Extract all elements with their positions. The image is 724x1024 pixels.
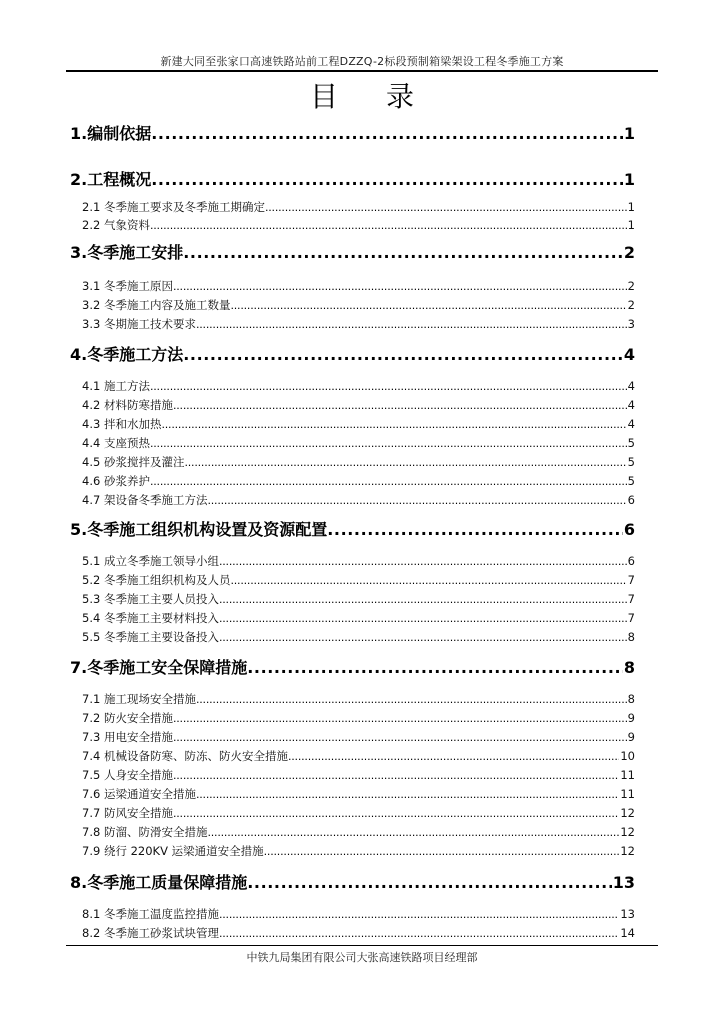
toc-page-number: 1 (623, 124, 635, 143)
toc-entry-section[interactable] (82, 553, 635, 570)
toc-entry-text: 8.2 冬季施工砂浆试块管理 (82, 926, 219, 940)
toc-leader-dots (265, 199, 627, 216)
toc-leader-dots (173, 729, 627, 746)
toc-entry-text: 5.3 冬季施工主要人员投入 (82, 592, 219, 606)
page-footer: 中铁九局集团有限公司大张高速铁路项目经理部 (246, 951, 478, 964)
toc-entry-text: 5.2 冬季施工组织机构及人员 (82, 573, 231, 587)
toc-leader-dots (173, 767, 619, 784)
toc-leader-dots (196, 691, 627, 708)
toc-page-number: 2 (627, 298, 635, 312)
toc-entry-section[interactable] (82, 416, 635, 433)
toc-page-number: 12 (620, 806, 635, 820)
toc-leader-dots (173, 805, 619, 822)
toc-leader-dots (219, 553, 627, 570)
toc-leader-dots (150, 435, 627, 452)
toc-page-number: 5 (627, 436, 635, 450)
toc-leader-dots (207, 492, 626, 509)
toc-page-number: 3 (627, 317, 635, 331)
toc-page-number: 5 (627, 455, 635, 469)
toc-entry-section[interactable] (82, 925, 635, 942)
toc-entry-text: 7.9 绕行 220KV 运梁通道安全措施 (82, 844, 264, 858)
toc-entry-section[interactable] (82, 492, 635, 509)
toc-page-number: 13 (612, 873, 635, 892)
toc-entry-text: 2.工程概况 (70, 170, 152, 189)
toc-page-number: 4 (627, 379, 635, 393)
toc-leader-dots (247, 656, 623, 680)
toc-entry-section[interactable] (82, 805, 635, 822)
toc-entry-text: 8.冬季施工质量保障措施 (70, 873, 248, 892)
toc-leader-dots (150, 473, 627, 490)
toc-entry-section[interactable] (82, 610, 635, 627)
toc-page-number: 11 (620, 787, 635, 801)
toc-entry-section[interactable] (82, 435, 635, 452)
toc-entry-section[interactable] (82, 378, 635, 395)
toc-page-number: 1 (627, 218, 635, 232)
toc-entry-section[interactable] (82, 316, 635, 333)
toc-entry-text: 4.3 拌和水加热 (82, 417, 162, 431)
toc-page-number: 12 (620, 825, 635, 839)
toc-page-number: 5 (627, 474, 635, 488)
toc-leader-dots (150, 378, 627, 395)
toc-page-number: 1 (627, 200, 635, 214)
toc-leader-dots (219, 925, 619, 942)
toc-entry-text: 4.6 砂浆养护 (82, 474, 150, 488)
toc-leader-dots (173, 397, 627, 414)
toc-leader-dots (219, 906, 619, 923)
toc-title (0, 80, 724, 114)
toc-leader-dots (183, 241, 623, 265)
toc-title-char-1: 目 (309, 80, 338, 113)
toc-entry-text: 1.编制依据 (70, 124, 152, 143)
toc-entry-text: 7.7 防风安全措施 (82, 806, 173, 820)
toc-entry-section[interactable] (82, 572, 635, 589)
toc-entry-text: 4.7 架设备冬季施工方法 (82, 493, 208, 507)
toc-entry-text: 7.3 用电安全措施 (82, 730, 173, 744)
toc-page-number: 6 (627, 554, 635, 568)
toc-page-number: 8 (627, 630, 635, 644)
toc-entry-chapter[interactable] (70, 122, 635, 146)
toc-page-number: 4 (627, 417, 635, 431)
toc-page-number: 7 (627, 611, 635, 625)
toc-page-number: 2 (627, 279, 635, 293)
toc-leader-dots (230, 297, 626, 314)
toc-entry-chapter[interactable] (70, 343, 635, 367)
toc-leader-dots (196, 786, 619, 803)
toc-entry-text: 7.6 运梁通道安全措施 (82, 787, 196, 801)
toc-entry-section[interactable] (82, 199, 635, 216)
toc-entry-text: 7.1 施工现场安全措施 (82, 692, 196, 706)
toc-leader-dots (173, 278, 627, 295)
toc-leader-dots (288, 748, 619, 765)
toc-leader-dots (264, 843, 620, 860)
toc-leader-dots (230, 572, 626, 589)
toc-entry-text: 4.1 施工方法 (82, 379, 150, 393)
toc-leader-dots (183, 343, 623, 367)
toc-page-number: 8 (627, 692, 635, 706)
toc-entry-chapter[interactable] (70, 871, 635, 895)
toc-leader-dots (247, 871, 612, 895)
toc-leader-dots (219, 629, 627, 646)
toc-page-number: 6 (627, 493, 635, 507)
toc-entry-text: 5.4 冬季施工主要材料投入 (82, 611, 219, 625)
toc-entry-section[interactable] (82, 629, 635, 646)
toc-page-number: 1 (623, 170, 635, 189)
toc-entry-text: 7.5 人身安全措施 (82, 768, 173, 782)
toc-entry-section[interactable] (82, 843, 635, 860)
toc-entry-section[interactable] (82, 397, 635, 414)
toc-leader-dots (150, 217, 627, 234)
toc-leader-dots (196, 316, 627, 333)
toc-entry-section[interactable] (82, 591, 635, 608)
toc-entry-text: 7.8 防溜、防滑安全措施 (82, 825, 208, 839)
toc-entry-text: 5.冬季施工组织机构设置及资源配置 (70, 520, 328, 539)
toc-entry-section[interactable] (82, 824, 635, 841)
toc-entry-text: 3.3 冬期施工技术要求 (82, 317, 196, 331)
toc-entry-text: 2.2 气象资料 (82, 218, 150, 232)
toc-entry-section[interactable] (82, 767, 635, 784)
toc-page-number: 7 (627, 592, 635, 606)
toc-leader-dots (327, 518, 623, 542)
toc-entry-text: 4.5 砂浆搅拌及灌注 (82, 455, 185, 469)
toc-entry-text: 5.1 成立冬季施工领导小组 (82, 554, 219, 568)
toc-entry-section[interactable] (82, 710, 635, 727)
toc-entry-section[interactable] (82, 906, 635, 923)
toc-page-number: 6 (623, 520, 635, 539)
toc-title-char-2: 录 (386, 80, 415, 113)
toc-page-number: 10 (620, 749, 635, 763)
toc-entry-section[interactable] (82, 454, 635, 471)
toc-entry-section[interactable] (82, 297, 635, 314)
toc-leader-dots (207, 824, 619, 841)
toc-leader-dots (219, 591, 627, 608)
toc-entry-text: 7.冬季施工安全保障措施 (70, 658, 248, 677)
toc-page-number: 7 (627, 573, 635, 587)
toc-entry-section[interactable] (82, 729, 635, 746)
toc-page-number: 2 (623, 243, 635, 262)
toc-entry-section[interactable] (82, 217, 635, 234)
toc-entry-section[interactable] (82, 786, 635, 803)
toc-leader-dots (151, 168, 623, 192)
toc-page-number: 12 (620, 844, 635, 858)
toc-page-number: 9 (627, 711, 635, 725)
toc-page-number: 4 (623, 345, 635, 364)
toc-page-number: 13 (620, 907, 635, 921)
toc-entry-text: 4.冬季施工方法 (70, 345, 184, 364)
toc-entry-section[interactable] (82, 748, 635, 765)
toc-entry-text: 4.4 支座预热 (82, 436, 150, 450)
toc-entry-section[interactable] (82, 278, 635, 295)
toc-entry-section[interactable] (82, 473, 635, 490)
toc-leader-dots (173, 710, 627, 727)
toc-leader-dots (219, 610, 627, 627)
toc-entry-chapter[interactable] (70, 656, 635, 680)
toc-entry-chapter[interactable] (70, 518, 635, 542)
toc-entry-text: 3.2 冬季施工内容及施工数量 (82, 298, 231, 312)
header-rule (66, 70, 658, 72)
toc-leader-dots (184, 454, 626, 471)
toc-leader-dots (161, 416, 626, 433)
toc-entry-section[interactable] (82, 691, 635, 708)
toc-entry-text: 7.4 机械设备防寒、防冻、防火安全措施 (82, 749, 288, 763)
toc-entry-text: 5.5 冬季施工主要设备投入 (82, 630, 219, 644)
toc-page-number: 4 (627, 398, 635, 412)
toc-entry-text: 7.2 防火安全措施 (82, 711, 173, 725)
toc-entry-text: 3.1 冬季施工原因 (82, 279, 173, 293)
page-header: 新建大同至张家口高速铁路站前工程DZZQ-2标段预制箱梁架设工程冬季施工方案 (160, 55, 564, 68)
toc-entry-chapter[interactable] (70, 168, 635, 192)
toc-entry-text: 2.1 冬季施工要求及冬季施工期确定 (82, 200, 265, 214)
toc-page-number: 8 (623, 658, 635, 677)
footer-rule (66, 945, 658, 946)
toc-page-number: 14 (620, 926, 635, 940)
toc-entry-text: 3.冬季施工安排 (70, 243, 184, 262)
toc-leader-dots (151, 122, 623, 146)
toc-page-number: 9 (627, 730, 635, 744)
toc-entry-text: 8.1 冬季施工温度监控措施 (82, 907, 219, 921)
toc-page-number: 11 (620, 768, 635, 782)
toc-entry-chapter[interactable] (70, 241, 635, 265)
toc-entry-text: 4.2 材料防寒措施 (82, 398, 173, 412)
